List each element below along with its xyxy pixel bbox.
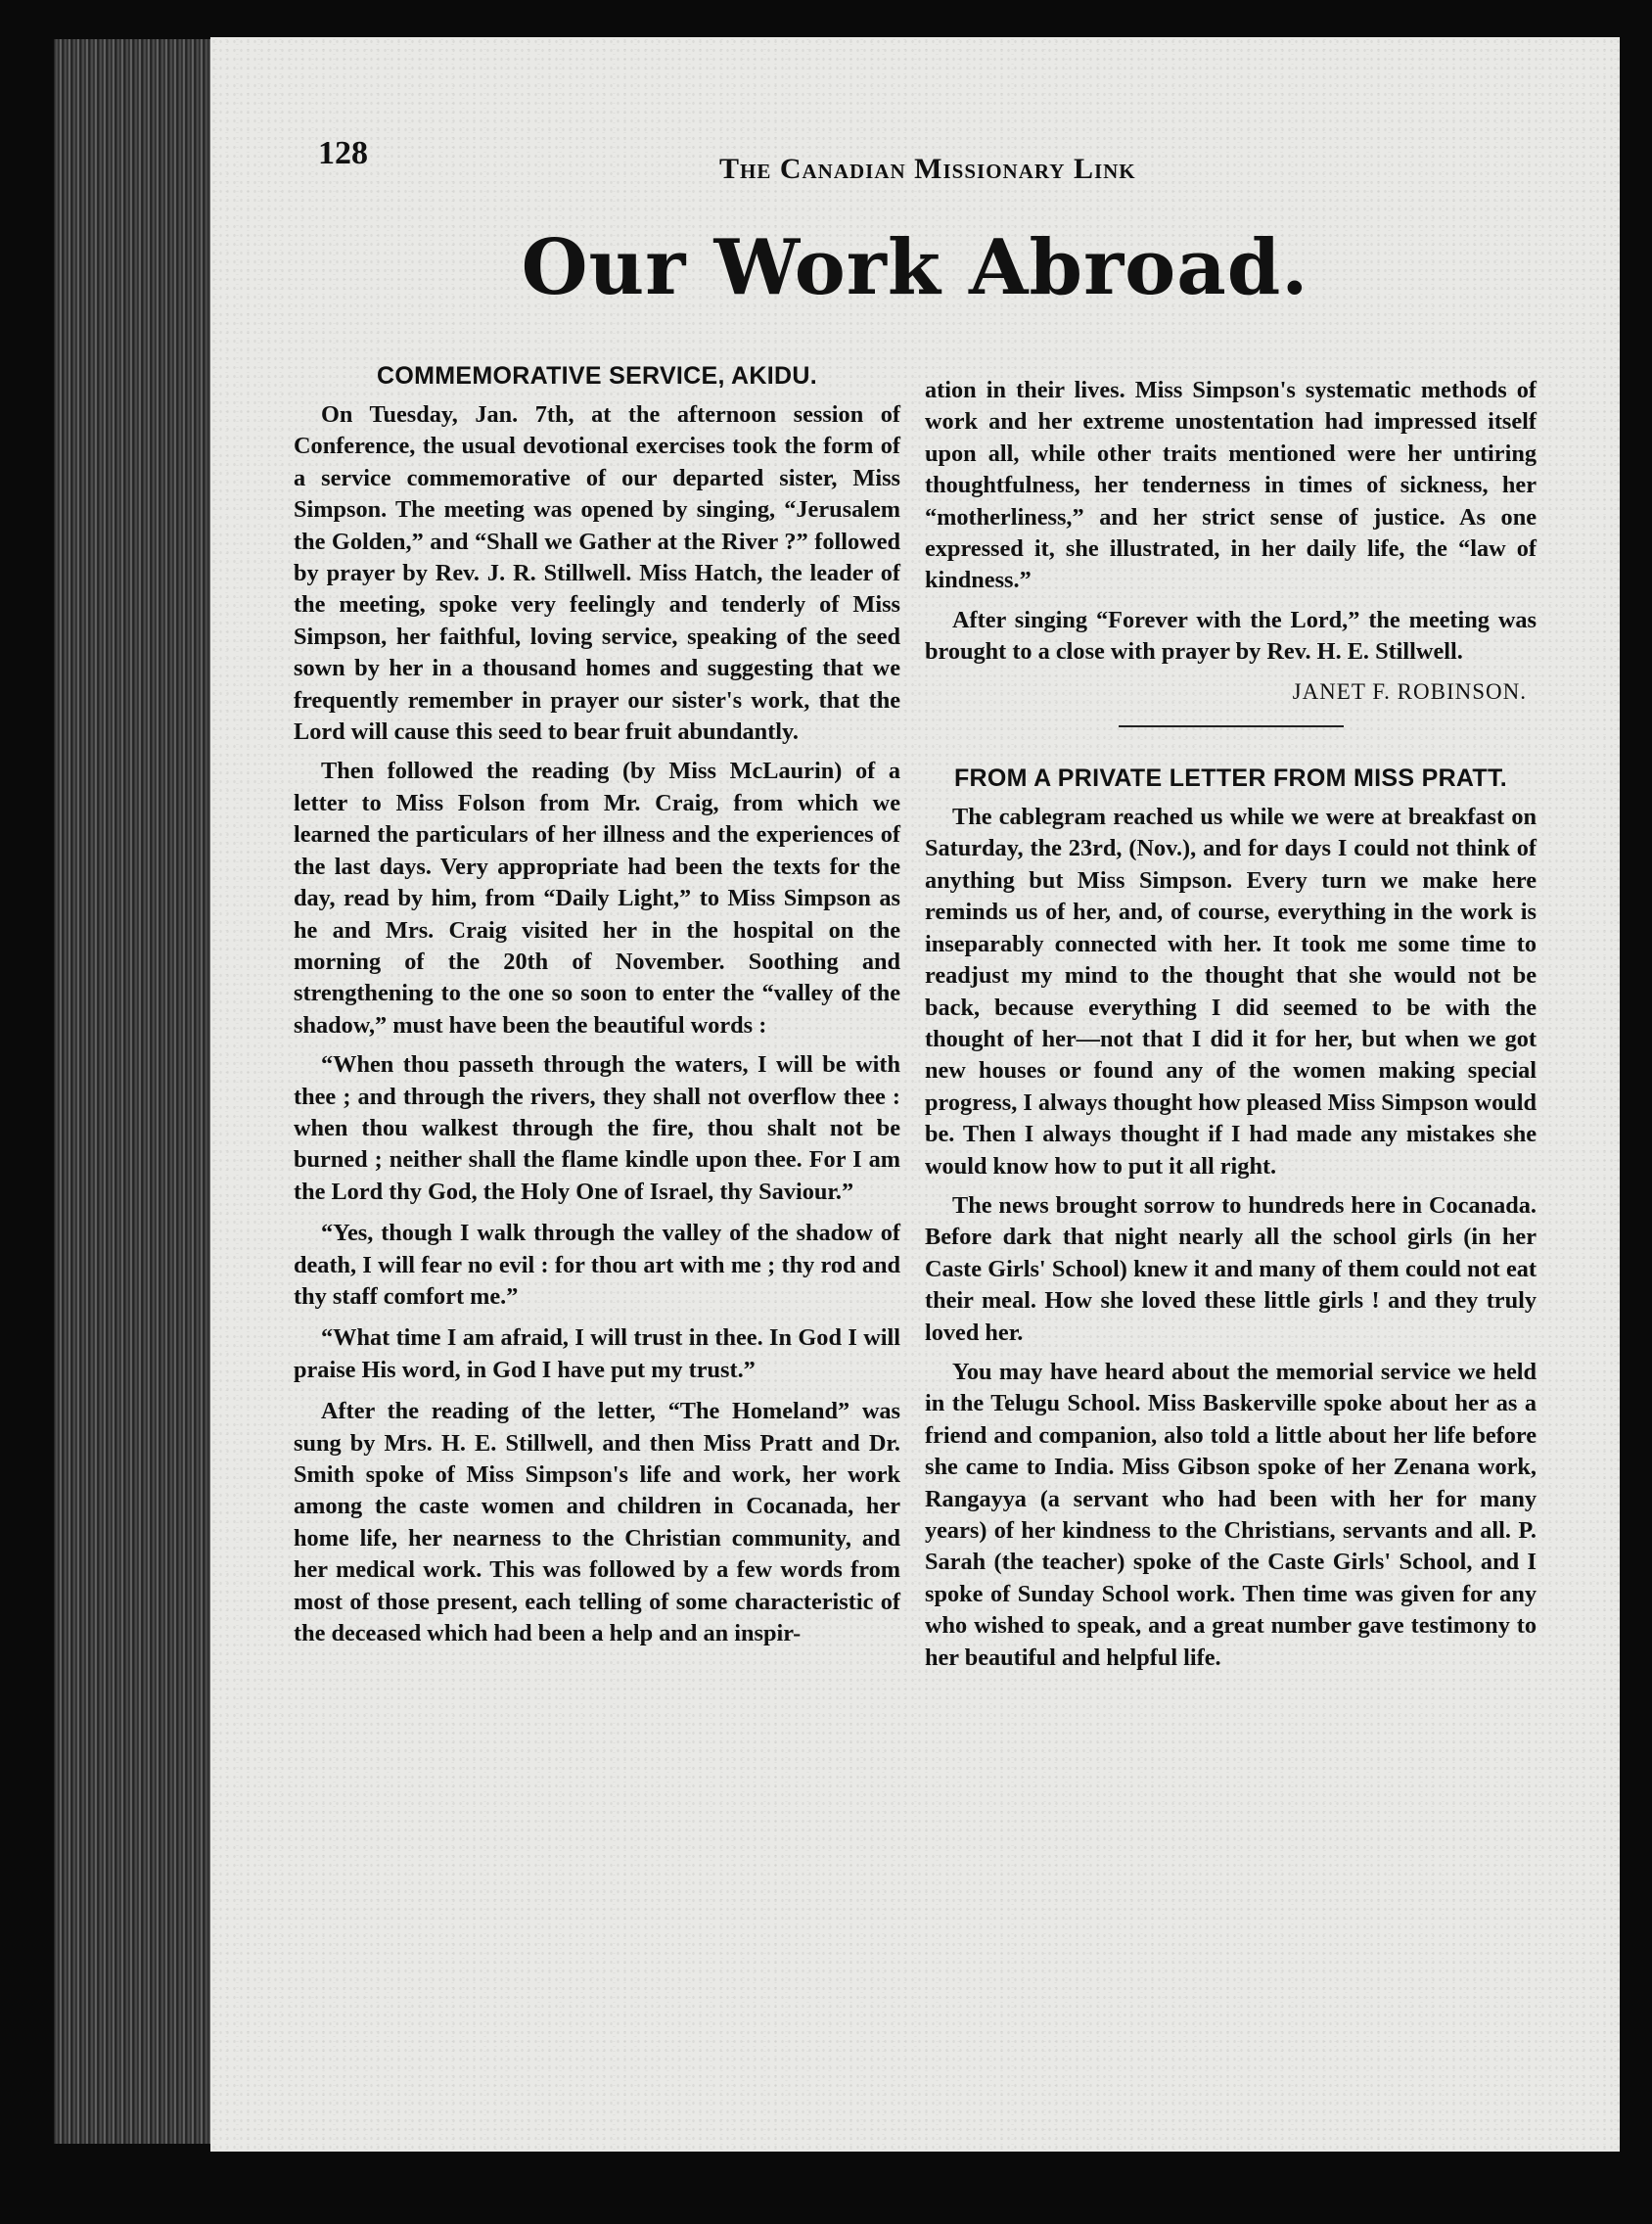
magazine-page — [210, 37, 1620, 2152]
paragraph: Then followed the reading (by Miss McLaurin) of a letter to Miss Folson from Mr. Craig, from which we learned the particulars of her illness and the experiences of the last days. Very appropriate had been the texts for the day, read by him, from “Daily Light,” to Miss Simpson as he and Mrs. Craig visited her in the hospital on the morning of the 20th of November. Soothing and strengthening to the one so soon to enter the “valley of the shadow,” must have been the beautiful words : — [294, 758, 900, 1039]
paragraph: On Tuesday, Jan. 7th, at the afternoon session of Conference, the usual devotional exercises took the form of a service commemorative of our departed sister, Miss Simpson. The meeting was opened by singing, “Jerusalem the Golden,” and “Shall we Gather at the River ?” followed by prayer by Rev. J. R. Stillwell. Miss Hatch, the leader of the meeting, spoke very feelingly and tenderly of Miss Simpson, her faithful, loving service, speaking of the seed sown by her in a thousand homes and suggesting that we frequently remember in prayer our sister's work, that the Lord will cause this seed to bear fruit abundantly. — [294, 401, 900, 746]
running-head: The Canadian Missionary Link — [719, 153, 1136, 185]
page-number: 128 — [318, 135, 368, 171]
right-column — [925, 375, 1537, 1682]
scripture-quote: “What time I am afraid, I will trust in thee. In God I will praise His word, in God I have put my trust.” — [294, 1324, 900, 1383]
scripture-quote: “When thou passeth through the waters, I will be with thee ; and through the rivers, they shall not overflow thee : when thou walkest through the fire, thou shalt not be burned ; neither shall the flame kindle upon thee. For I am the Lord thy God, the Holy One of Israel, thy Saviour.” — [294, 1051, 900, 1205]
author-signature: JANET F. ROBINSON. — [1292, 678, 1527, 704]
article-heading-pratt-letter: FROM A PRIVATE LETTER FROM MISS PRATT. — [953, 764, 1508, 793]
paragraph: You may have heard about the memorial service we held in the Telugu School. Miss Baskerville spoke about her as a friend and companion, also told a little about her life before she came to India. Miss Gibson spoke of her Zenana work, Rangayya (a servant who had been with her for many years) of her kindness to the Christians, servants and all. P. Sarah (the teacher) spoke of the Caste Girls' School, and I spoke of Sunday School work. Then time was given for any who wished to speak, and a great number gave testimony to her beautiful and helpful life. — [925, 1358, 1537, 1671]
book-page-edges — [54, 39, 230, 2144]
paragraph: After the reading of the letter, “The Homeland” was sung by Mrs. H. E. Stillwell, and then Miss Pratt and Dr. Smith spoke of Miss Simpson's life and work, her work among the caste women and children in Cocanada, her home life, her nearness to the Christian community, and her medical work. This was followed by a few words from most of those present, each telling of some characteristic of the deceased which had been a help and an inspir- — [294, 1398, 900, 1647]
divider — [1119, 725, 1344, 727]
paragraph: ation in their lives. Miss Simpson's systematic methods of work and her extreme unostentation had impressed itself upon all, while other traits mentioned were her untiring thoughtfulness, her tenderness in times of sickness, her “motherliness,” and her strict sense of justice. As one expressed it, she illustrated, in her daily life, the “law of kindness.” — [925, 377, 1537, 594]
paragraph: After singing “Forever with the Lord,” the meeting was brought to a close with prayer by Rev. H. E. Stillwell. — [925, 606, 1537, 666]
left-column — [294, 360, 900, 1657]
paragraph: The news brought sorrow to hundreds here in Cocanada. Before dark that night nearly all the school girls (in her Caste Girls' School) knew it and many of them could not eat their meal. How she loved these little girls ! and they truly loved her. — [925, 1191, 1537, 1346]
article-heading-commemorative: COMMEMORATIVE SERVICE, AKIDU. — [377, 362, 817, 390]
scripture-quote: “Yes, though I walk through the valley of the shadow of death, I will fear no evil : for thou art with me ; thy rod and thy staff comfort me.” — [294, 1220, 900, 1310]
paragraph: The cablegram reached us while we were at breakfast on Saturday, the 23rd, (Nov.), and for days I could not think of anything but Miss Simpson. Every turn we make here reminds us of her, and, of course, everything in the work is inseparably connected with her. It took me some time to readjust my mind to the thought that she would not be back, because everything I did seemed to be with the thought of her—not that I did it for her, but when we got new houses or found any of the women making special progress, I always thought how pleased Miss Simpson would be. Then I always thought if I had made any mistakes she would know how to put it all right. — [925, 804, 1537, 1180]
section-title: Our Work Abroad. — [521, 223, 1309, 312]
